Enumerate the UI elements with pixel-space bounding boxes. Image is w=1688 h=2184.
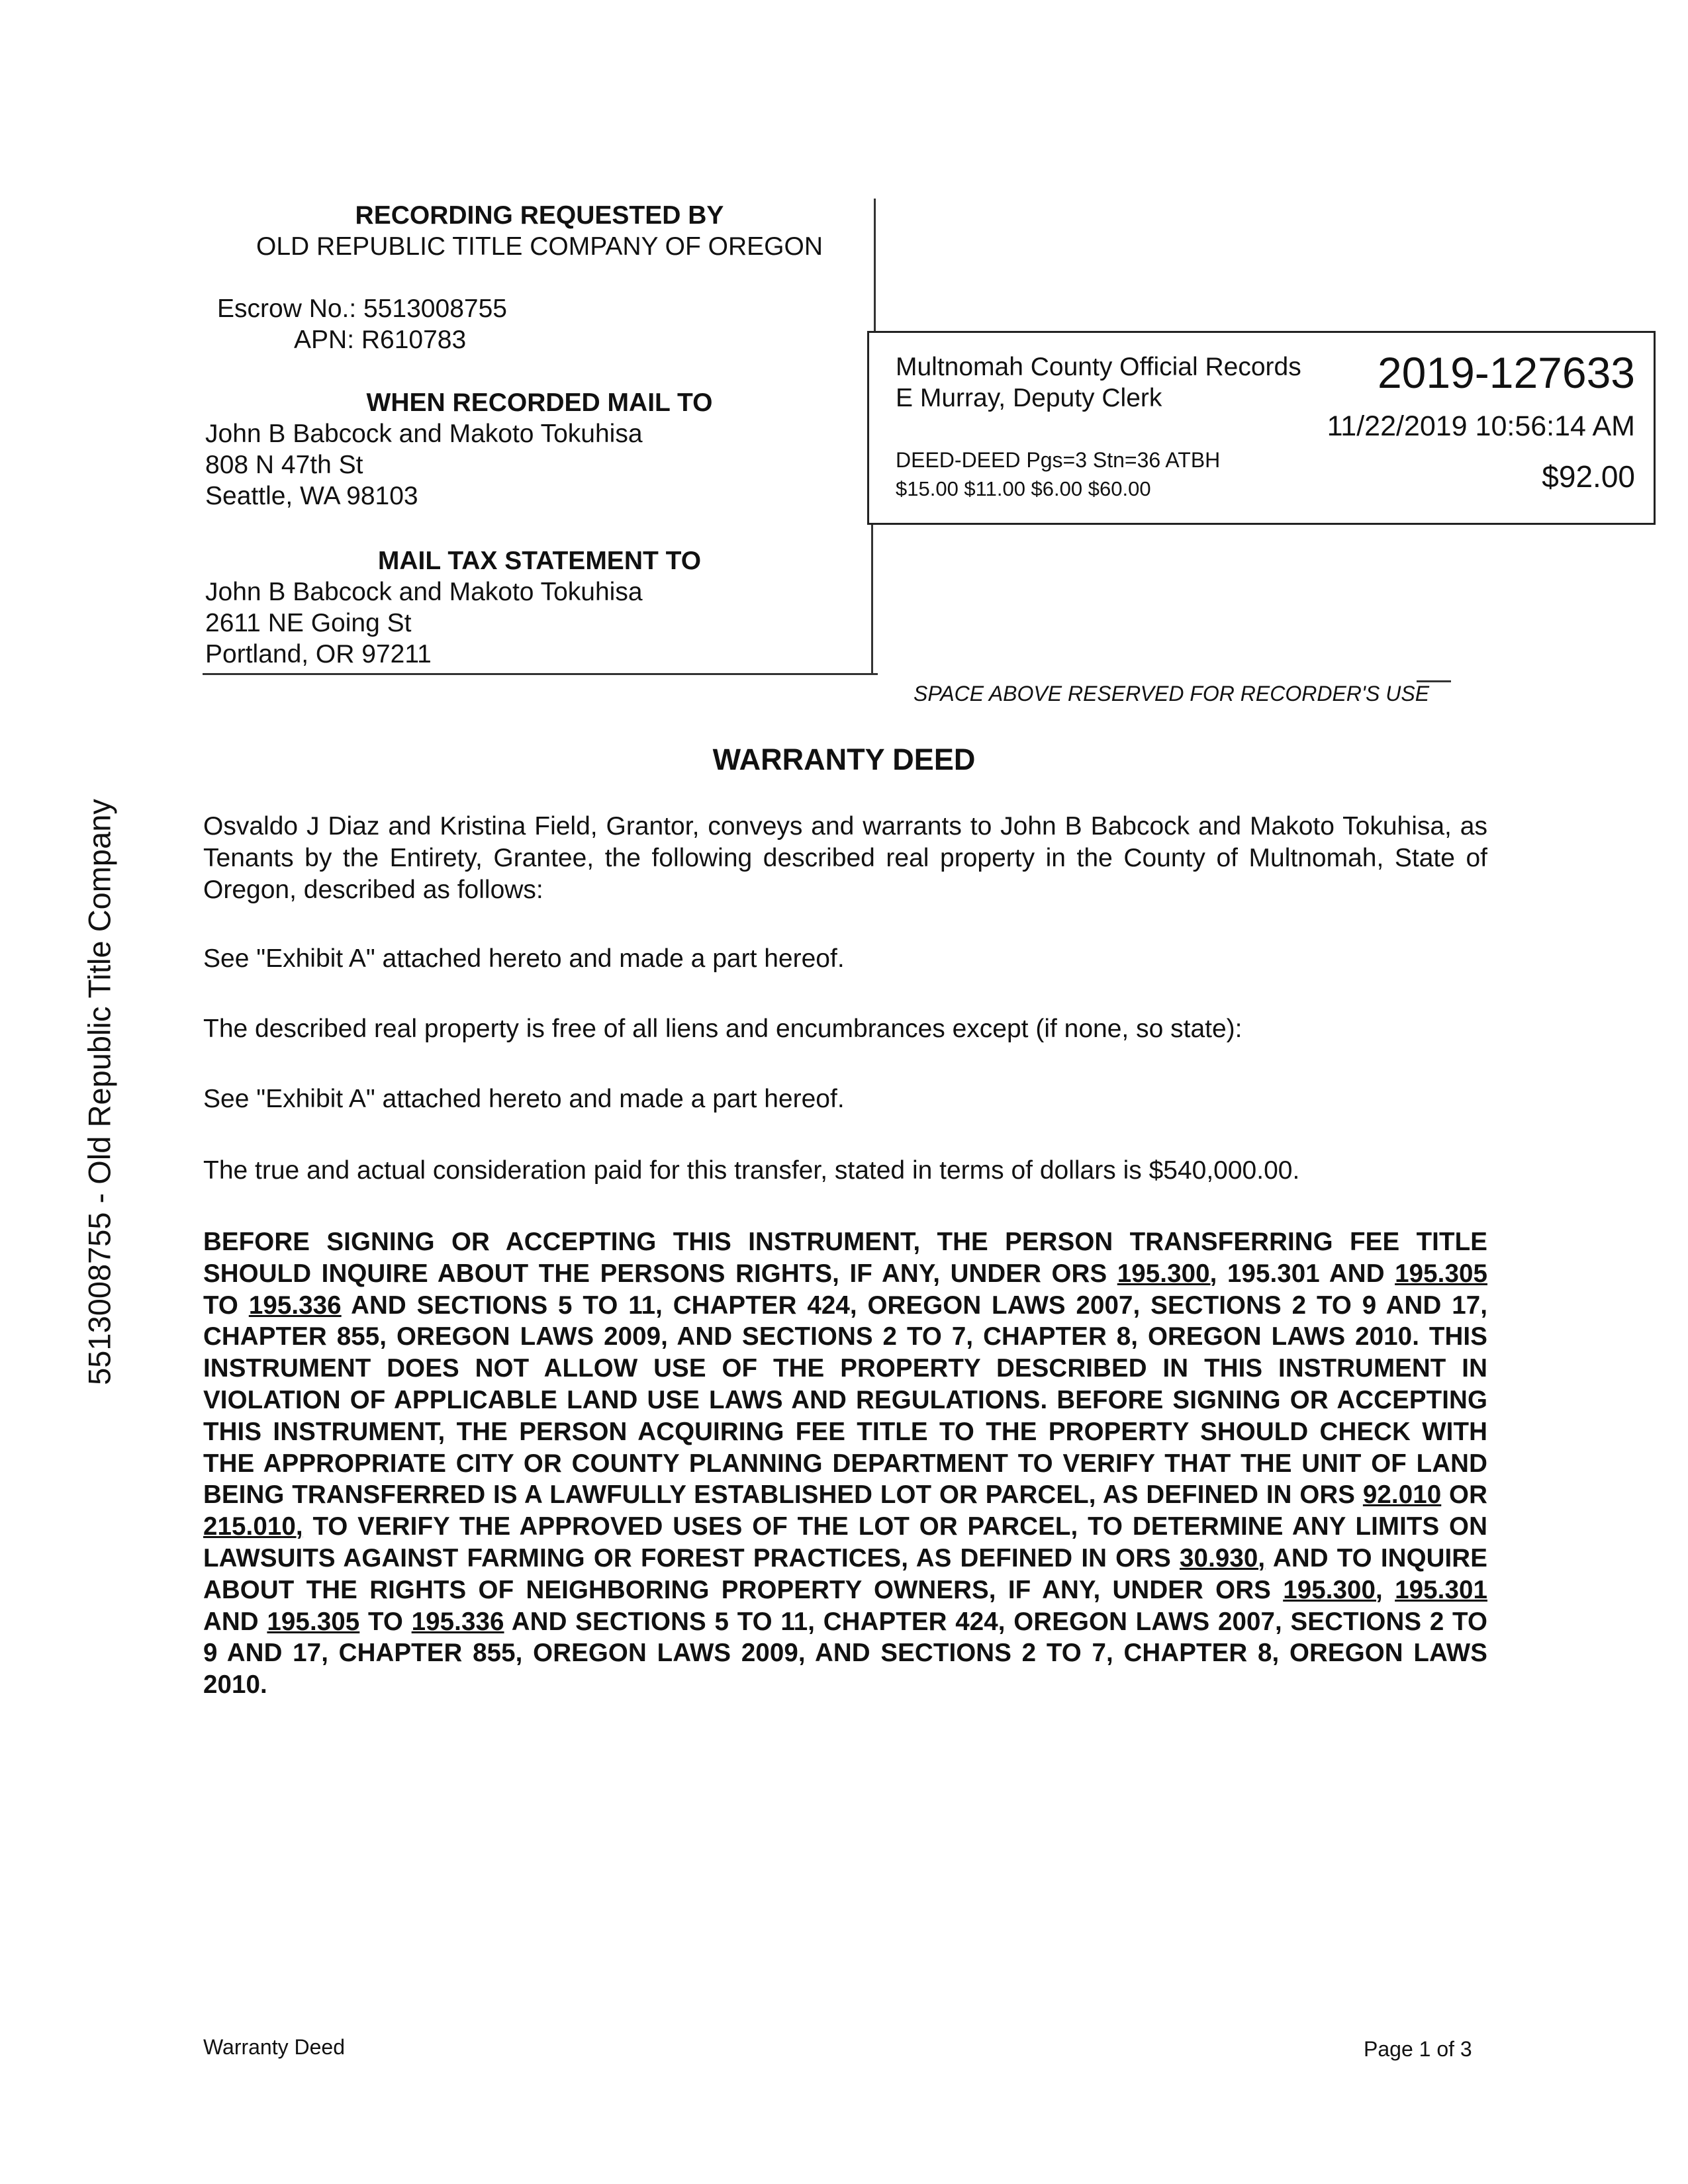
statute-reference: 92.010 <box>1362 1480 1442 1510</box>
mail-to-street: 808 N 47th St <box>205 451 363 479</box>
mail-to-city: Seattle, WA 98103 <box>205 482 418 510</box>
apn-number: APN: R610783 <box>294 326 467 354</box>
footer-document-name: Warranty Deed <box>203 2035 345 2059</box>
record-number: 2019-127633 <box>1377 348 1635 397</box>
statute-reference: 195.300, <box>1283 1575 1383 1604</box>
tax-city: Portland, OR 97211 <box>205 640 432 668</box>
header-divider-bottom <box>871 525 873 674</box>
tax-street: 2611 NE Going St <box>205 609 412 637</box>
encumbrance-clause: The described real property is free of all liens and encumbrances except (if none, so state): <box>203 1015 1243 1043</box>
notice-text: AND SECTIONS 5 TO 11, CHAPTER 424, OREGON LAWS 2007, SECTIONS 2 TO 9 AND 17, CHAPTER 855, OREGON LAWS 2009, AND SECTIONS 2 TO 7, CHAPTER 8, OREGON LAWS 2010. <box>203 1607 1487 1700</box>
statute-reference: 195.300, <box>1117 1259 1217 1288</box>
header-bottom-rule <box>203 673 878 675</box>
recorder-clerk: E Murray, Deputy Clerk <box>896 384 1162 412</box>
requested-by-company: OLD REPUBLIC TITLE COMPANY OF OREGON <box>256 232 823 261</box>
mail-to-name: John B Babcock and Makoto Tokuhisa <box>205 420 643 448</box>
tax-name: John B Babcock and Makoto Tokuhisa <box>205 578 643 606</box>
recorder-office: Multnomah County Official Records <box>896 353 1301 381</box>
document-title: WARRANTY DEED <box>712 743 976 776</box>
footer-page-number: Page 1 of 3 <box>1364 2037 1472 2061</box>
document-type: DEED-DEED Pgs=3 Stn=36 ATBH <box>896 448 1221 472</box>
tax-statement-label: MAIL TAX STATEMENT TO <box>377 547 702 575</box>
notice-text: TO <box>203 1291 249 1320</box>
recording-requested-by-label: RECORDING REQUESTED BY <box>355 201 724 230</box>
statute-reference: 195.305 <box>267 1607 360 1636</box>
escrow-number: Escrow No.: 5513008755 <box>217 295 507 323</box>
notice-text: 195.301 AND <box>1217 1259 1395 1288</box>
notice-text: AND <box>203 1607 267 1636</box>
statutory-notice <box>203 1226 1487 1701</box>
notice-text: AND SECTIONS 5 TO 11, CHAPTER 424, OREGON LAWS 2007, SECTIONS 2 TO 9 AND 17, CHAPTER 855, OREGON LAWS 2009, AND SECTIONS 2 TO 7, CHAPTER 8, OREGON LAWS 2010. THIS INSTRUMENT DOES NOT ALLOW USE OF THE PROPERTY DESCRIBED IN THIS INSTRUMENT IN VIOLATION OF APPLICABLE LAND USE LAWS AND REGULATIONS. BEFORE SIGNING OR ACCEPTING THIS INSTRUMENT, THE PERSON ACQUIRING FEE TITLE TO THE PROPERTY SHOULD CHECK WITH THE APPROPRIATE CITY OR COUNTY PLANNING DEPARTMENT TO VERIFY THAT THE UNIT OF LAND BEING TRANSFERRED IS A LAWFULLY ESTABLISHED LOT OR PARCEL, AS DEFINED IN ORS <box>203 1291 1488 1510</box>
statute-reference: 195.336 <box>248 1291 342 1320</box>
notice-text <box>1383 1576 1395 1604</box>
notice-text: AND TO INQUIRE ABOUT THE RIGHTS OF NEIGHBORING PROPERTY OWNERS, IF ANY, UNDER ORS <box>203 1543 1487 1604</box>
recorder-stamp-box <box>867 331 1656 525</box>
side-label-text: 5513008755 - Old Republic Title Company <box>81 799 117 1385</box>
consideration-clause: The true and actual consideration paid for this transfer, stated in terms of dollars is $540,000.00. <box>203 1156 1300 1185</box>
statute-reference: 215.010, <box>203 1512 303 1541</box>
fee-breakdown: $15.00 $11.00 $6.00 $60.00 <box>896 477 1151 500</box>
recorder-reserved-note: SPACE ABOVE RESERVED FOR RECORDER'S USE <box>914 682 1430 705</box>
mail-to-label: WHEN RECORDED MAIL TO <box>366 388 713 417</box>
notice-text: TO VERIFY THE APPROVED USES OF THE LOT OR PARCEL, TO DETERMINE ANY LIMITS ON LAWSUITS AGAINST FARMING OR FOREST PRACTICES, AS DEFINED IN ORS <box>203 1512 1487 1572</box>
statute-reference: 195.301 <box>1395 1575 1488 1604</box>
header-divider-top <box>874 199 876 331</box>
notice-text: BEFORE SIGNING OR ACCEPTING THIS INSTRUMENT, THE PERSON TRANSFERRING FEE TITLE SHOULD INQUIRE ABOUT THE PERSONS RIGHTS, IF ANY, UNDER ORS <box>203 1228 1487 1288</box>
deed-body <box>203 811 1487 1701</box>
exhibit-reference-1: See "Exhibit A" attached hereto and made a part hereof. <box>203 944 845 973</box>
statute-reference: 30.930, <box>1180 1543 1266 1572</box>
fee-total: $92.00 <box>1542 459 1635 494</box>
grant-clause: Osvaldo J Diaz and Kristina Field, Grantor, conveys and warrants to John B Babcock and Makoto Tokuhisa, as Tenants by the Entirety, Grantee, the following described real property in the County of Multnomah, State of Oregon, described as follows: <box>203 812 1487 904</box>
record-datetime: 11/22/2019 10:56:14 AM <box>1327 410 1635 442</box>
statute-reference: 195.305 <box>1395 1259 1487 1288</box>
notice-text: OR <box>1441 1480 1487 1510</box>
statute-reference: 195.336 <box>411 1607 504 1636</box>
exhibit-reference-2: See "Exhibit A" attached hereto and made a part hereof. <box>203 1085 845 1113</box>
notice-text: TO <box>359 1607 412 1636</box>
